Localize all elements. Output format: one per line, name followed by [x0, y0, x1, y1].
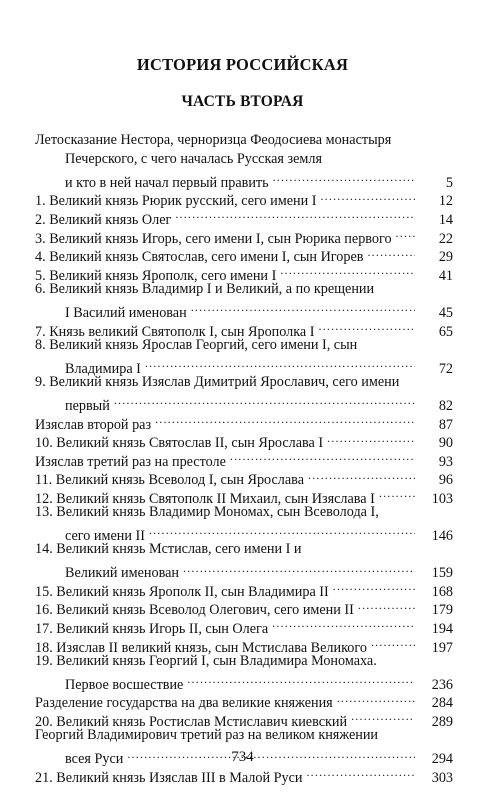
- toc-entry-title: 14. Великий князь Мстислав, сего имени I и: [35, 541, 302, 558]
- dot-leader: [175, 205, 415, 224]
- dot-leader: [145, 354, 415, 373]
- toc-entry-line-with-page: [35, 670, 453, 693]
- toc-entry-title: 4. Великий князь Святослав, сего имени I, сын Игорев: [35, 249, 364, 266]
- toc-page-number: 294: [431, 751, 453, 768]
- toc-entry-title: всея Руси: [65, 751, 124, 768]
- toc-entry-title: 8. Великий князь Ярослав Георгий, сего имени I, сын: [35, 336, 358, 353]
- toc-entry-line-with-page: [35, 168, 453, 191]
- toc-entry-line-with-page: [35, 410, 453, 433]
- toc-page-number: 12: [438, 193, 453, 210]
- toc-entry: [35, 689, 453, 712]
- toc-entry-line: [35, 726, 453, 745]
- toc-entry: [35, 336, 453, 377]
- toc-entry-line: [35, 652, 453, 671]
- toc-entry-line-with-page: [35, 429, 453, 452]
- toc-page-number: 96: [438, 472, 453, 489]
- toc-entry-title: и кто в ней начал первый править: [65, 174, 269, 191]
- dot-leader: [358, 596, 415, 615]
- toc-entry-title: Разделение государства на два великие княжения: [35, 695, 333, 712]
- toc-page-number: 236: [431, 676, 453, 693]
- dot-leader: [327, 429, 415, 448]
- toc-entry: [35, 633, 453, 656]
- toc-entry-line-with-page: [35, 261, 453, 284]
- toc-entry: [35, 317, 453, 340]
- toc-entry-title: 11. Великий князь Всеволод I, сын Ярослава: [35, 472, 304, 489]
- toc-entry-title: 1. Великий князь Рюрик русский, сего имени I: [35, 193, 317, 210]
- toc-entry-title: Георгий Владимирович третий раз на великом княжении: [35, 727, 379, 743]
- toc-page-number: 93: [438, 453, 453, 470]
- toc-entry-line-with-page: [35, 596, 453, 619]
- toc-entry-title: Первое восшествие: [65, 676, 184, 693]
- toc-entry-title: 16. Великий князь Всеволод Олегович, сего имени II: [35, 602, 354, 619]
- dot-leader: [114, 391, 415, 410]
- toc-page-number: 159: [431, 565, 453, 582]
- toc-entry-title: 3. Великий князь Игорь, сего имени I, сын Рюрика первого: [35, 230, 392, 247]
- toc-page-number: 90: [438, 435, 453, 452]
- toc-entry-title: 7. Князь великий Святополк I, сын Ярополка I: [35, 323, 315, 340]
- toc-page-number: 289: [431, 714, 453, 730]
- dot-leader: [319, 317, 416, 336]
- toc-entry: [35, 447, 453, 470]
- dot-leader: [273, 168, 415, 187]
- toc-entry-line-with-page: [35, 447, 453, 470]
- toc-entry-title: первый: [65, 397, 110, 414]
- toc-entry-title: Изяслав третий раз на престоле: [35, 453, 226, 470]
- toc-entry: [35, 596, 453, 619]
- toc-entry: [35, 224, 453, 247]
- toc-entry: [35, 205, 453, 228]
- toc-entry-title: Летосказание Нестора, черноризца Феодосиева монастыря: [35, 132, 392, 148]
- dot-leader: [272, 614, 415, 633]
- toc-entry-line-with-page: [35, 317, 453, 340]
- toc-entry-line-with-page: [35, 243, 453, 266]
- toc-entry-line: [35, 150, 453, 169]
- toc-entry-title: сего имени II: [65, 528, 145, 545]
- toc-entry: [35, 540, 453, 582]
- toc-entry: [35, 373, 453, 414]
- toc-entry-line-with-page: [35, 559, 453, 582]
- toc-entry-line-with-page: [35, 354, 453, 377]
- toc-entry-line-with-page: [35, 689, 453, 712]
- toc-page-number: 45: [438, 304, 453, 321]
- toc-page-number: 103: [431, 490, 453, 507]
- toc-entry: [35, 429, 453, 452]
- toc-entry-title: I Василий именован: [65, 304, 187, 321]
- toc-entry-title: Великий именован: [65, 565, 180, 582]
- toc-entry: [35, 577, 453, 600]
- toc-entry-title: 9. Великий князь Изяслав Димитрий Ярославич, сего имени: [35, 373, 400, 390]
- toc-entry-title: Владимира I: [65, 360, 141, 377]
- toc-entry: [35, 652, 453, 693]
- toc-entry: [35, 280, 453, 321]
- toc-entry: [35, 484, 453, 507]
- toc-entry: [35, 243, 453, 266]
- dot-leader: [149, 521, 415, 540]
- toc-page-number: 41: [438, 267, 453, 284]
- toc-entry-line-with-page: [35, 521, 453, 545]
- toc-entry-title: 18. Изяслав II великий князь, сын Мстислава Великого: [35, 639, 367, 656]
- toc-page-number: 22: [438, 230, 453, 247]
- dot-leader: [320, 187, 415, 206]
- dot-leader: [333, 577, 415, 596]
- toc-entry-title: 2. Великий князь Олег: [35, 211, 172, 228]
- toc-page-number: 87: [438, 416, 453, 433]
- toc-entry-title: 19. Великий князь Георгий I, сын Владимира Мономаха.: [35, 652, 377, 669]
- dot-leader: [337, 689, 415, 708]
- toc-entry-line: [35, 540, 453, 559]
- dot-leader: [230, 447, 415, 466]
- dot-leader: [308, 466, 415, 485]
- toc-entry-line: [35, 131, 453, 150]
- dot-leader: [379, 484, 415, 503]
- toc-entry: [35, 707, 453, 730]
- table-of-contents: [35, 131, 453, 786]
- toc-entry-line-with-page: [35, 391, 453, 414]
- toc-entry: [35, 503, 453, 545]
- section-subtitle: ЧАСТЬ ВТОРАЯ: [181, 93, 304, 110]
- toc-entry: [35, 187, 453, 210]
- toc-entry-line-with-page: [35, 205, 453, 228]
- toc-page-number: 303: [431, 769, 453, 786]
- toc-entry: [35, 131, 453, 191]
- toc-page-number: 5: [445, 174, 453, 191]
- page-title: ИСТОРИЯ РОССИЙСКАЯ: [136, 55, 349, 74]
- toc-entry-line-with-page: [35, 466, 453, 489]
- toc-entry-title: Печерского, с чего началась Русская земля: [65, 150, 322, 167]
- toc-entry-line: [35, 336, 453, 355]
- dot-leader: [187, 670, 415, 689]
- toc-entry: [35, 614, 453, 638]
- toc-entry-line-with-page: [35, 484, 453, 507]
- dot-leader: [371, 633, 415, 652]
- toc-entry-line-with-page: [35, 187, 453, 210]
- toc-entry-line-with-page: [35, 298, 453, 321]
- toc-entry-line: [35, 373, 453, 392]
- toc-page-number: 179: [431, 602, 453, 619]
- dot-leader: [396, 224, 415, 243]
- toc-entry-title: 15. Великий князь Ярополк II, сын Владимира II: [35, 583, 329, 600]
- toc-entry-title: 17. Великий князь Игорь II, сын Олега: [35, 621, 269, 638]
- toc-entry-line: [35, 280, 453, 299]
- page-number: 734: [231, 749, 254, 765]
- toc-entry-title: 5. Великий князь Ярополк, сего имени I: [35, 267, 277, 284]
- toc-entry-title: 10. Великий князь Святослав II, сын Ярослава I: [35, 435, 324, 452]
- toc-entry-line-with-page: [35, 614, 453, 638]
- toc-page-number: 14: [438, 211, 453, 228]
- dot-leader: [155, 410, 415, 429]
- toc-page-number: 284: [431, 695, 453, 712]
- toc-entry: [35, 261, 453, 284]
- toc-entry-title: 20. Великий князь Ростислав Мстиславич киевский: [35, 714, 348, 730]
- toc-entry-line-with-page: [35, 707, 453, 730]
- toc-page-number: 197: [431, 639, 453, 656]
- toc-page-number: 194: [431, 621, 453, 638]
- dot-leader: [191, 298, 415, 317]
- dot-leader: [367, 243, 415, 262]
- toc-page-number: 82: [438, 397, 453, 414]
- toc-page-number: 29: [438, 249, 453, 266]
- dot-leader: [183, 559, 415, 578]
- toc-page-number: 146: [431, 528, 453, 545]
- dot-leader: [351, 707, 415, 726]
- toc-entry-title: 21. Великий князь Изяслав III в Малой Руси: [35, 769, 303, 786]
- toc-entry-title: Изяслав второй раз: [35, 416, 152, 433]
- toc-entry-title: 6. Великий князь Владимир I и Великий, а по крещении: [35, 280, 375, 297]
- toc-entry-line-with-page: [35, 633, 453, 656]
- toc-page-number: 65: [438, 323, 453, 340]
- toc-entry: [35, 410, 453, 433]
- dot-leader: [280, 261, 415, 280]
- toc-entry-line: [35, 503, 453, 522]
- toc-page-number: 72: [438, 360, 453, 377]
- toc-entry-title: 13. Великий князь Владимир Мономах, сын Всеволода I,: [35, 503, 379, 520]
- toc-entry-line-with-page: [35, 224, 453, 247]
- toc-entry-line-with-page: [35, 577, 453, 600]
- toc-page-number: 168: [431, 583, 453, 600]
- toc-entry-title: 12. Великий князь Святополк II Михаил, сын Изяслава I: [35, 490, 375, 507]
- toc-entry: [35, 466, 453, 489]
